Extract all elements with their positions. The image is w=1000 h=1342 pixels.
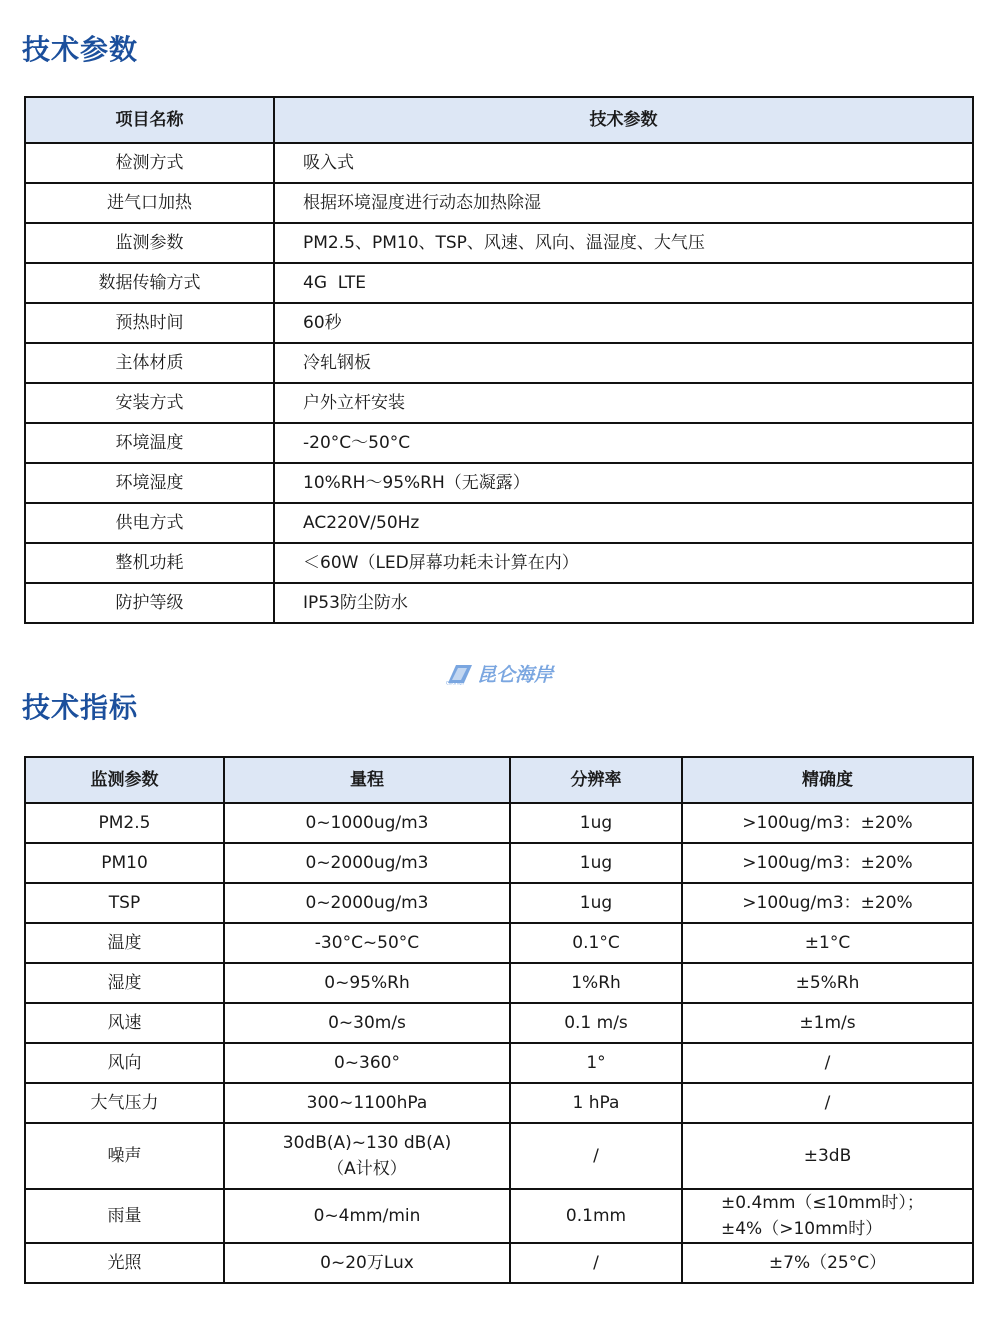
section-title-metrics: 技术指标 xyxy=(22,691,139,724)
column-header: 监测参数 xyxy=(25,757,224,803)
param-name: 供电方式 xyxy=(25,503,274,543)
table-row xyxy=(25,963,973,1003)
param-value: -20°C～50°C xyxy=(274,423,973,463)
metric-resolution: 1° xyxy=(510,1043,682,1083)
param-value: 10%RH～95%RH（无凝露） xyxy=(274,463,973,503)
metric-resolution: 1 hPa xyxy=(510,1083,682,1123)
metric-resolution: 0.1 m/s xyxy=(510,1003,682,1043)
table-row xyxy=(25,1003,973,1043)
metric-accuracy: ±1°C xyxy=(682,923,973,963)
metric-range: 0~1000ug/m3 xyxy=(224,803,510,843)
param-name: 预热时间 xyxy=(25,303,274,343)
metric-accuracy-line2: ±4%（>10mm时） xyxy=(721,1219,883,1239)
table-row xyxy=(25,543,973,583)
param-name: 环境温度 xyxy=(25,423,274,463)
metric-resolution: / xyxy=(510,1243,682,1283)
table-row xyxy=(25,1043,973,1083)
metric-resolution: 1%Rh xyxy=(510,963,682,1003)
param-value: 户外立杆安装 xyxy=(274,383,973,423)
column-header: 精确度 xyxy=(682,757,973,803)
table-row xyxy=(25,383,973,423)
metric-accuracy: / xyxy=(682,1083,973,1123)
metric-param: PM10 xyxy=(25,843,224,883)
table-row xyxy=(25,263,973,303)
metric-range: -30°C~50°C xyxy=(224,923,510,963)
column-header: 技术参数 xyxy=(274,97,973,143)
metric-range: 0~2000ug/m3 xyxy=(224,883,510,923)
table-row xyxy=(25,1189,973,1243)
metric-range: 300~1100hPa xyxy=(224,1083,510,1123)
table-row xyxy=(25,1123,973,1189)
table-row xyxy=(25,143,973,183)
metric-range: 0~2000ug/m3 xyxy=(224,843,510,883)
table-row xyxy=(25,303,973,343)
metric-resolution: 0.1mm xyxy=(510,1189,682,1243)
metric-accuracy: ±3dB xyxy=(682,1123,973,1189)
param-name: 监测参数 xyxy=(25,223,274,263)
table-row xyxy=(25,803,973,843)
param-value: 4G LTE xyxy=(274,263,973,303)
param-value: 60秒 xyxy=(274,303,973,343)
metric-range: 0~95%Rh xyxy=(224,963,510,1003)
param-name: 环境湿度 xyxy=(25,463,274,503)
logo-icon xyxy=(444,663,474,685)
param-name: 防护等级 xyxy=(25,583,274,623)
metric-accuracy: >100ug/m3：±20% xyxy=(682,803,973,843)
metric-range-line1: 30dB(A)~130 dB(A) xyxy=(282,1133,452,1153)
params-table xyxy=(24,96,974,624)
table-header-row xyxy=(25,757,973,803)
metric-param: 温度 xyxy=(25,923,224,963)
metric-param: 湿度 xyxy=(25,963,224,1003)
param-name: 检测方式 xyxy=(25,143,274,183)
table-row xyxy=(25,223,973,263)
metric-param: 大气压力 xyxy=(25,1083,224,1123)
metric-accuracy: >100ug/m3：±20% xyxy=(682,883,973,923)
metric-accuracy: ±5%Rh xyxy=(682,963,973,1003)
metric-range: 0~30m/s xyxy=(224,1003,510,1043)
metric-accuracy-line1: ±0.4mm（≤10mm时）； xyxy=(721,1193,924,1213)
logo-text: 昆仑海岸 xyxy=(477,664,554,686)
param-name: 安装方式 xyxy=(25,383,274,423)
metric-resolution: 0.1°C xyxy=(510,923,682,963)
table-row xyxy=(25,1243,973,1283)
param-value: AC220V/50Hz xyxy=(274,503,973,543)
metric-param: PM2.5 xyxy=(25,803,224,843)
metric-resolution: 1ug xyxy=(510,883,682,923)
param-value: ＜60W（LED屏幕功耗未计算在内） xyxy=(274,543,973,583)
metric-param: 雨量 xyxy=(25,1189,224,1243)
section-title-params: 技术参数 xyxy=(22,33,139,66)
column-header: 分辨率 xyxy=(510,757,682,803)
column-header: 量程 xyxy=(224,757,510,803)
metric-range: 0~20万Lux xyxy=(224,1243,510,1283)
metric-param: TSP xyxy=(25,883,224,923)
param-name: 整机功耗 xyxy=(25,543,274,583)
metric-range: 0~4mm/min xyxy=(224,1189,510,1243)
metric-range xyxy=(224,1123,510,1189)
logo-subtext: ColdHigh xyxy=(446,680,465,685)
metric-range: 0~360° xyxy=(224,1043,510,1083)
table-row xyxy=(25,923,973,963)
metric-param: 噪声 xyxy=(25,1123,224,1189)
table-row xyxy=(25,843,973,883)
metric-accuracy: >100ug/m3：±20% xyxy=(682,843,973,883)
metric-accuracy xyxy=(682,1189,973,1243)
param-value: PM2.5、PM10、TSP、风速、风向、温湿度、大气压 xyxy=(274,223,973,263)
param-name: 数据传输方式 xyxy=(25,263,274,303)
param-value: 吸入式 xyxy=(274,143,973,183)
table-row xyxy=(25,463,973,503)
metric-param: 风速 xyxy=(25,1003,224,1043)
table-row xyxy=(25,343,973,383)
column-header: 项目名称 xyxy=(25,97,274,143)
param-name: 主体材质 xyxy=(25,343,274,383)
company-logo xyxy=(444,660,553,687)
table-row xyxy=(25,503,973,543)
param-value: IP53防尘防水 xyxy=(274,583,973,623)
table-row xyxy=(25,583,973,623)
metric-resolution: / xyxy=(510,1123,682,1189)
metric-param: 风向 xyxy=(25,1043,224,1083)
param-name: 进气口加热 xyxy=(25,183,274,223)
metric-resolution: 1ug xyxy=(510,843,682,883)
metrics-table xyxy=(24,756,974,1284)
table-row xyxy=(25,1083,973,1123)
metric-accuracy: / xyxy=(682,1043,973,1083)
metric-accuracy: ±7%（25°C） xyxy=(682,1243,973,1283)
metric-resolution: 1ug xyxy=(510,803,682,843)
metric-range-line2: （A计权） xyxy=(327,1159,407,1179)
param-value: 根据环境湿度进行动态加热除湿 xyxy=(274,183,973,223)
param-value: 冷轧钢板 xyxy=(274,343,973,383)
table-header-row xyxy=(25,97,973,143)
table-row xyxy=(25,883,973,923)
table-row xyxy=(25,183,973,223)
metric-accuracy: ±1m/s xyxy=(682,1003,973,1043)
metric-param: 光照 xyxy=(25,1243,224,1283)
table-row xyxy=(25,423,973,463)
